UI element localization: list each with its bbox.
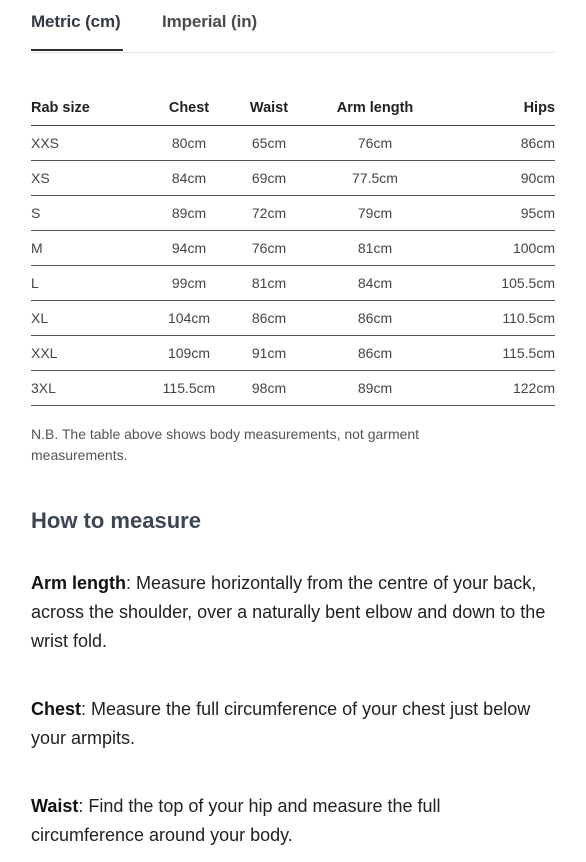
cell-hips: 122cm: [451, 371, 555, 406]
cell-waist: 86cm: [239, 301, 299, 336]
cell-size: XL: [31, 301, 139, 336]
cell-waist: 81cm: [239, 266, 299, 301]
waist-instruction: [31, 792, 555, 850]
table-header-row: [31, 90, 555, 126]
chest-term: Chest: [31, 699, 82, 719]
table-row: [31, 301, 555, 336]
cell-hips: 86cm: [451, 126, 555, 161]
measurement-note: N.B. The table above shows body measurements, not garment measurements.: [31, 426, 420, 463]
cell-chest: 99cm: [139, 266, 239, 301]
cell-hips: 110.5cm: [451, 301, 555, 336]
cell-waist: 76cm: [239, 231, 299, 266]
cell-size: 3XL: [31, 371, 139, 406]
chest-text: : Measure the full circumference of your chest just below your armpits.: [31, 699, 531, 748]
table-row: [31, 266, 555, 301]
header-rab-size: Rab size: [31, 90, 139, 126]
table-row: [31, 336, 555, 371]
chest-instruction: [31, 695, 555, 753]
cell-hips: 105.5cm: [451, 266, 555, 301]
table-row: [31, 196, 555, 231]
cell-size: XXS: [31, 126, 139, 161]
tab-metric[interactable]: Metric (cm): [31, 12, 121, 31]
cell-waist: 91cm: [239, 336, 299, 371]
cell-hips: 90cm: [451, 161, 555, 196]
cell-chest: 115.5cm: [139, 371, 239, 406]
cell-waist: 72cm: [239, 196, 299, 231]
arm-length-instruction: [31, 569, 555, 656]
waist-term: Waist: [31, 796, 79, 816]
header-waist: Waist: [239, 90, 299, 126]
header-arm-length: Arm length: [299, 90, 451, 126]
cell-arm-length: 86cm: [299, 301, 451, 336]
cell-arm-length: 86cm: [299, 336, 451, 371]
cell-hips: 100cm: [451, 231, 555, 266]
cell-waist: 65cm: [239, 126, 299, 161]
active-tab-indicator: [31, 49, 123, 51]
size-guide: [31, 0, 555, 845]
cell-chest: 80cm: [139, 126, 239, 161]
how-to-measure-heading: How to measure: [31, 508, 201, 533]
table-row: [31, 371, 555, 406]
cell-chest: 89cm: [139, 196, 239, 231]
cell-chest: 84cm: [139, 161, 239, 196]
cell-arm-length: 81cm: [299, 231, 451, 266]
cell-chest: 94cm: [139, 231, 239, 266]
cell-waist: 69cm: [239, 161, 299, 196]
cell-arm-length: 76cm: [299, 126, 451, 161]
table-row: [31, 126, 555, 161]
cell-waist: 98cm: [239, 371, 299, 406]
cell-arm-length: 89cm: [299, 371, 451, 406]
unit-tabs: [31, 0, 555, 53]
cell-hips: 115.5cm: [451, 336, 555, 371]
table-row: [31, 161, 555, 196]
cell-size: L: [31, 266, 139, 301]
table-row: [31, 231, 555, 266]
tab-imperial[interactable]: Imperial (in): [162, 12, 258, 31]
cell-chest: 109cm: [139, 336, 239, 371]
cell-size: S: [31, 196, 139, 231]
cell-size: XXL: [31, 336, 139, 371]
cell-arm-length: 77.5cm: [299, 161, 451, 196]
arm-length-term: Arm length: [31, 573, 127, 593]
arm-length-text: : Measure horizontally from the centre of your back, across the shoulder, over a naturally bent elbow and down to the wrist fold.: [31, 573, 546, 651]
header-chest: Chest: [139, 90, 239, 126]
cell-arm-length: 84cm: [299, 266, 451, 301]
cell-arm-length: 79cm: [299, 196, 451, 231]
header-hips: Hips: [451, 90, 555, 126]
cell-size: XS: [31, 161, 139, 196]
size-table: [31, 90, 555, 406]
cell-chest: 104cm: [139, 301, 239, 336]
cell-size: M: [31, 231, 139, 266]
waist-text: : Find the top of your hip and measure the full circumference around your body.: [31, 796, 441, 845]
cell-hips: 95cm: [451, 196, 555, 231]
